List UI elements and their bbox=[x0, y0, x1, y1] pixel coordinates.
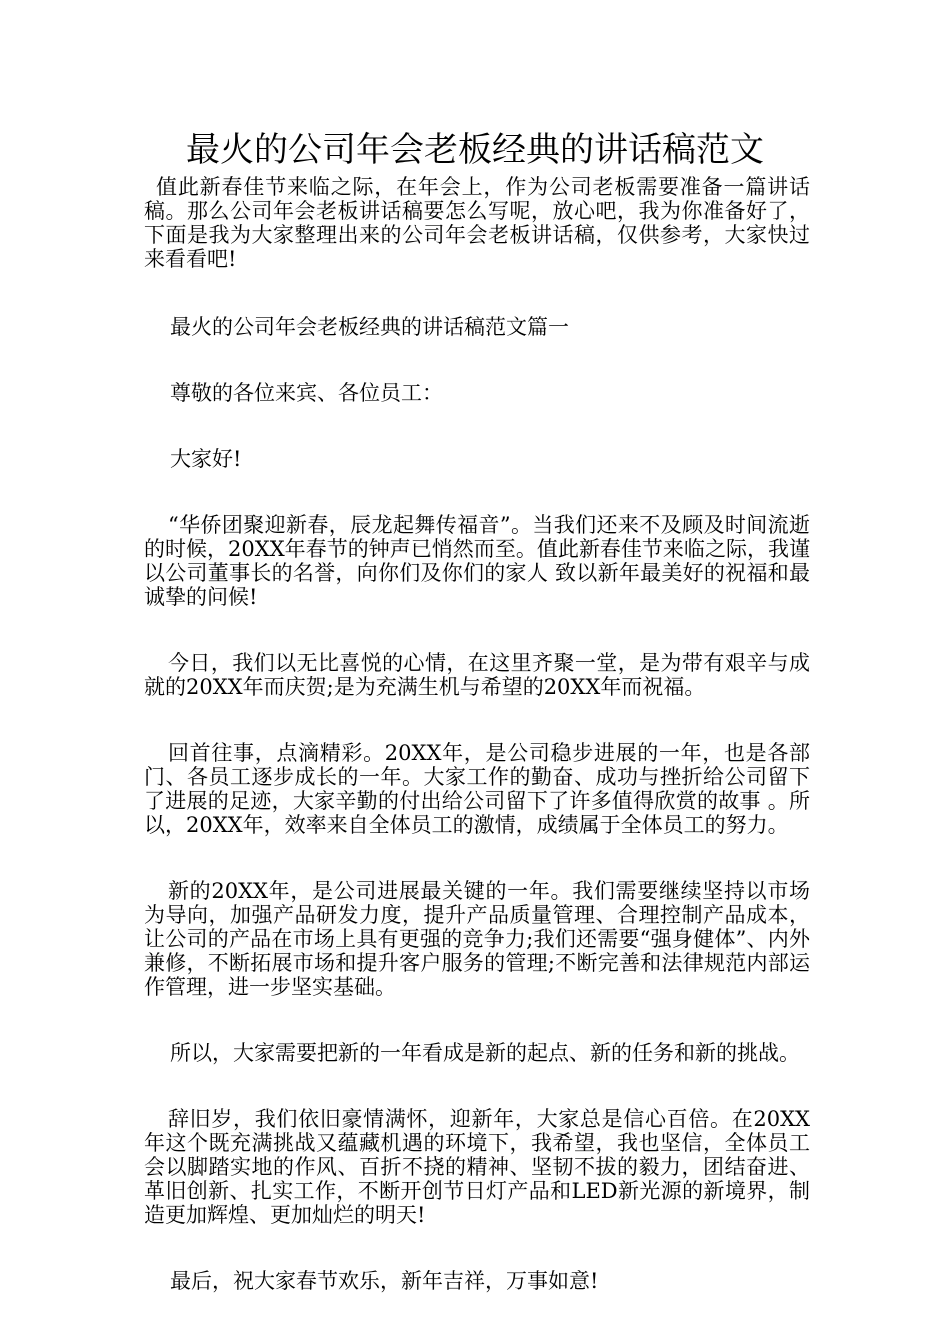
body-paragraph: 今日，我们以无比喜悦的心情，在这里齐聚一堂，是为带有艰辛与成就的20XX年而庆贺;是为充满生机与希望的20XX年而祝福。 bbox=[144, 651, 810, 699]
salutation-paragraph: 尊敬的各位来宾、各位员工： bbox=[170, 381, 443, 405]
document-title: 最火的公司年会老板经典的讲话稿范文 bbox=[186, 130, 764, 170]
body-paragraph: 新的20XX年，是公司进展最关键的一年。我们需要继续坚持以市场为导向，加强产品研发力度，提升产品质量管理、合理控制产品成本，让公司的产品在市场上具有更强的竞争力;我们还需要“强身健体”、内外兼修，不断拓展市场和提升客户服务的管理;不断完善和法律规范内部运作管理，进一步坚实基础。 bbox=[144, 879, 810, 999]
section-heading: 最火的公司年会老板经典的讲话稿范文篇一 bbox=[170, 315, 569, 339]
body-paragraph: 回首往事，点滴精彩。20XX年，是公司稳步进展的一年，也是各部门、各员工逐步成长的一年。大家工作的勤奋、成功与挫折给公司留下了进展的足迹，大家辛勤的付出给公司留下了许多值得欣赏的故事 。所以，20XX年，效率来自全体员工的激情，成绩属于全体员工的努力。 bbox=[144, 741, 810, 837]
document-body bbox=[144, 175, 810, 1335]
greeting-paragraph: 大家好! bbox=[170, 447, 242, 471]
body-paragraph: 所以，大家需要把新的一年看成是新的起点、新的任务和新的挑战。 bbox=[170, 1041, 800, 1065]
closing-paragraph: 最后，祝大家春节欢乐，新年吉祥，万事如意! bbox=[170, 1269, 599, 1293]
body-paragraph: “华侨团聚迎新春，辰龙起舞传福音”。当我们还来不及顾及时间流逝的时候，20XX年春节的钟声已悄然而至。值此新春佳节来临之际，我谨以公司董事长的名誉，向你们及你们的家人 致以新年最美好的祝福和最诚挚的问候! bbox=[144, 513, 810, 609]
body-paragraph: 辞旧岁，我们依旧豪情满怀，迎新年，大家总是信心百倍。在20XX年这个既充满挑战又蕴藏机遇的环境下，我希望，我也坚信，全体员工会以脚踏实地的作风、百折不挠的精神、坚韧不拔的毅力，团结奋进、革旧创新、扎实工作，不断开创节日灯产品和LED新光源的新境界，制造更加辉煌、更加灿烂的明天! bbox=[144, 1107, 810, 1227]
intro-paragraph: 值此新春佳节来临之际，在年会上，作为公司老板需要准备一篇讲话稿。那么公司年会老板讲话稿要怎么写呢，放心吧，我为你准备好了，下面是我为大家整理出来的公司年会老板讲话稿，仅供参考，大家快过来看看吧! bbox=[144, 175, 810, 271]
